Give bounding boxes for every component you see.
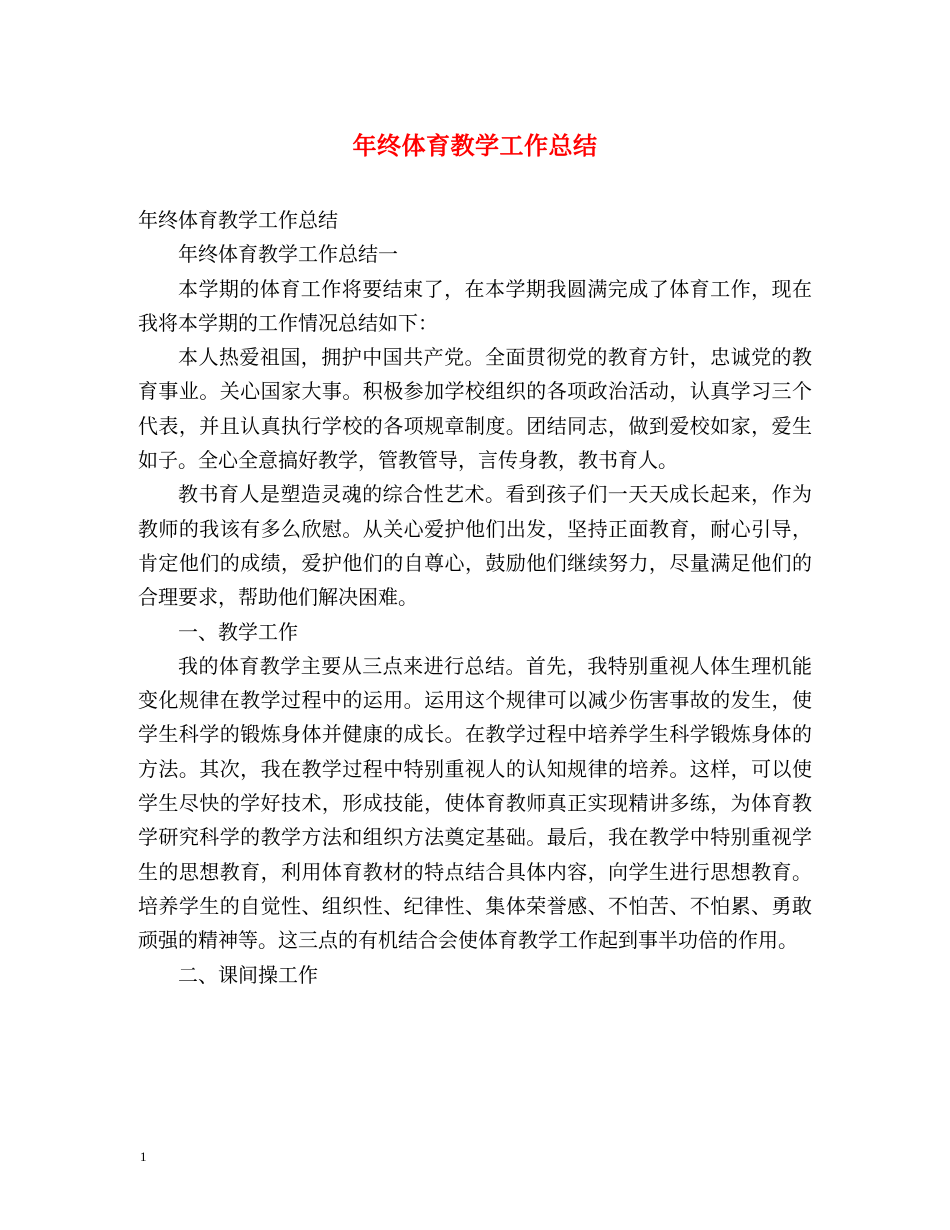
paragraph: 年终体育教学工作总结一 [178,242,398,267]
paragraph: 我的体育教学主要从三点来进行总结。首先，我特别重视人体生理机能变化规律在教学过程中的运用。运用这个规律可以减少伤害事故的发生，使学生科学的锻炼身体并健康的成长。在教学过程中培养学生科学锻炼身体的方法。其次，我在教学过程中特别重视人的认知规律的培养。这样，可以使学生尽快的学好技术，形成技能，使体育教师真正实现精讲多练，为体育教学研究科学的教学方法和组织方法奠定基础。最后，我在教学中特别重视学生的思想教育，利用体育教材的特点结合具体内容，向学生进行思想教育。培养学生的自觉性、组织性、纪律性、集体荣誉感、不怕苦、不怕累、勇敢顽强的精神等。这三点的有机结合会使体育教学工作起到事半功倍的作用。 [138,653,812,953]
paragraph: 教书育人是塑造灵魂的综合性艺术。看到孩子们一天天成长起来，作为教师的我该有多么欣慰。从关心爱护他们出发，坚持正面教育，耐心引导，肯定他们的成绩，爱护他们的自尊心，鼓励他们继续努力，尽量满足他们的合理要求，帮助他们解决困难。 [138,482,812,610]
document-body [138,203,812,992]
section-heading: 二、课间操工作 [178,962,318,987]
paragraph: 本人热爱祖国，拥护中国共产党。全面贯彻党的教育方针，忠诚党的教育事业。关心国家大事。积极参加学校组织的各项政治活动，认真学习三个代表，并且认真执行学校的各项规章制度。团结同志，做到爱校如家，爱生如子。全心全意搞好教学，管教管导，言传身教，教书育人。 [138,345,812,473]
page-number: 1 [140,1149,147,1164]
section-heading: 一、教学工作 [178,619,298,644]
paragraph: 年终体育教学工作总结 [138,208,338,232]
document-title: 年终体育教学工作总结 [352,131,598,160]
paragraph: 本学期的体育工作将要结束了，在本学期我圆满完成了体育工作，现在我将本学期的工作情况总结如下： [138,276,812,335]
